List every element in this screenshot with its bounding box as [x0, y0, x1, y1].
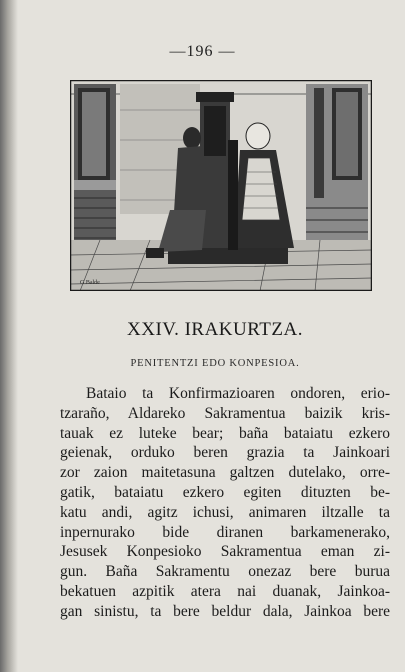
- text-line: geienak, orduko beren grazia ta Jainkoari: [60, 444, 390, 462]
- text-line: gan sinistu, ta bere beldur dala, Jainkoa bere: [60, 602, 390, 620]
- text-line: Bataio ta Konfirmazioaren ondoren, erio-: [86, 385, 390, 402]
- text-line: katu andi, agitz ichusi, animaren iltzalle ta: [60, 503, 390, 521]
- text-line: bekatuen azpitik atera nai duanak, Jainkoa-: [60, 582, 390, 600]
- engraver-signature: G.Balde: [80, 280, 100, 286]
- text-line: tauak ez luteke bear; baña bataiatu ezkero: [60, 424, 390, 442]
- text-line: tzaraño, Aldareko Sakramentua baizik kris-: [60, 404, 390, 422]
- confession-illustration: [70, 80, 372, 291]
- text-line: Jesusek Konpesioko Sakramentua eman zi-: [60, 543, 390, 561]
- text-line: gatik, bataiatu ezkero egiten dituzten be-: [60, 483, 390, 501]
- page-number: —196 —: [169, 43, 236, 60]
- text-line: gun. Baña Sakramentu onezaz bere burua: [60, 563, 390, 581]
- text-line: inpernurako bide diranen barkamenerako,: [60, 523, 390, 541]
- body-text: [60, 384, 390, 622]
- chapter-title: XXIV. IRAKURTZA.: [127, 319, 303, 340]
- chapter-subtitle: PENITENTZI EDO KONPESIOA.: [130, 358, 300, 369]
- text-line: zor zaion maitetasuna galtzen dutelako, orre-: [60, 464, 390, 482]
